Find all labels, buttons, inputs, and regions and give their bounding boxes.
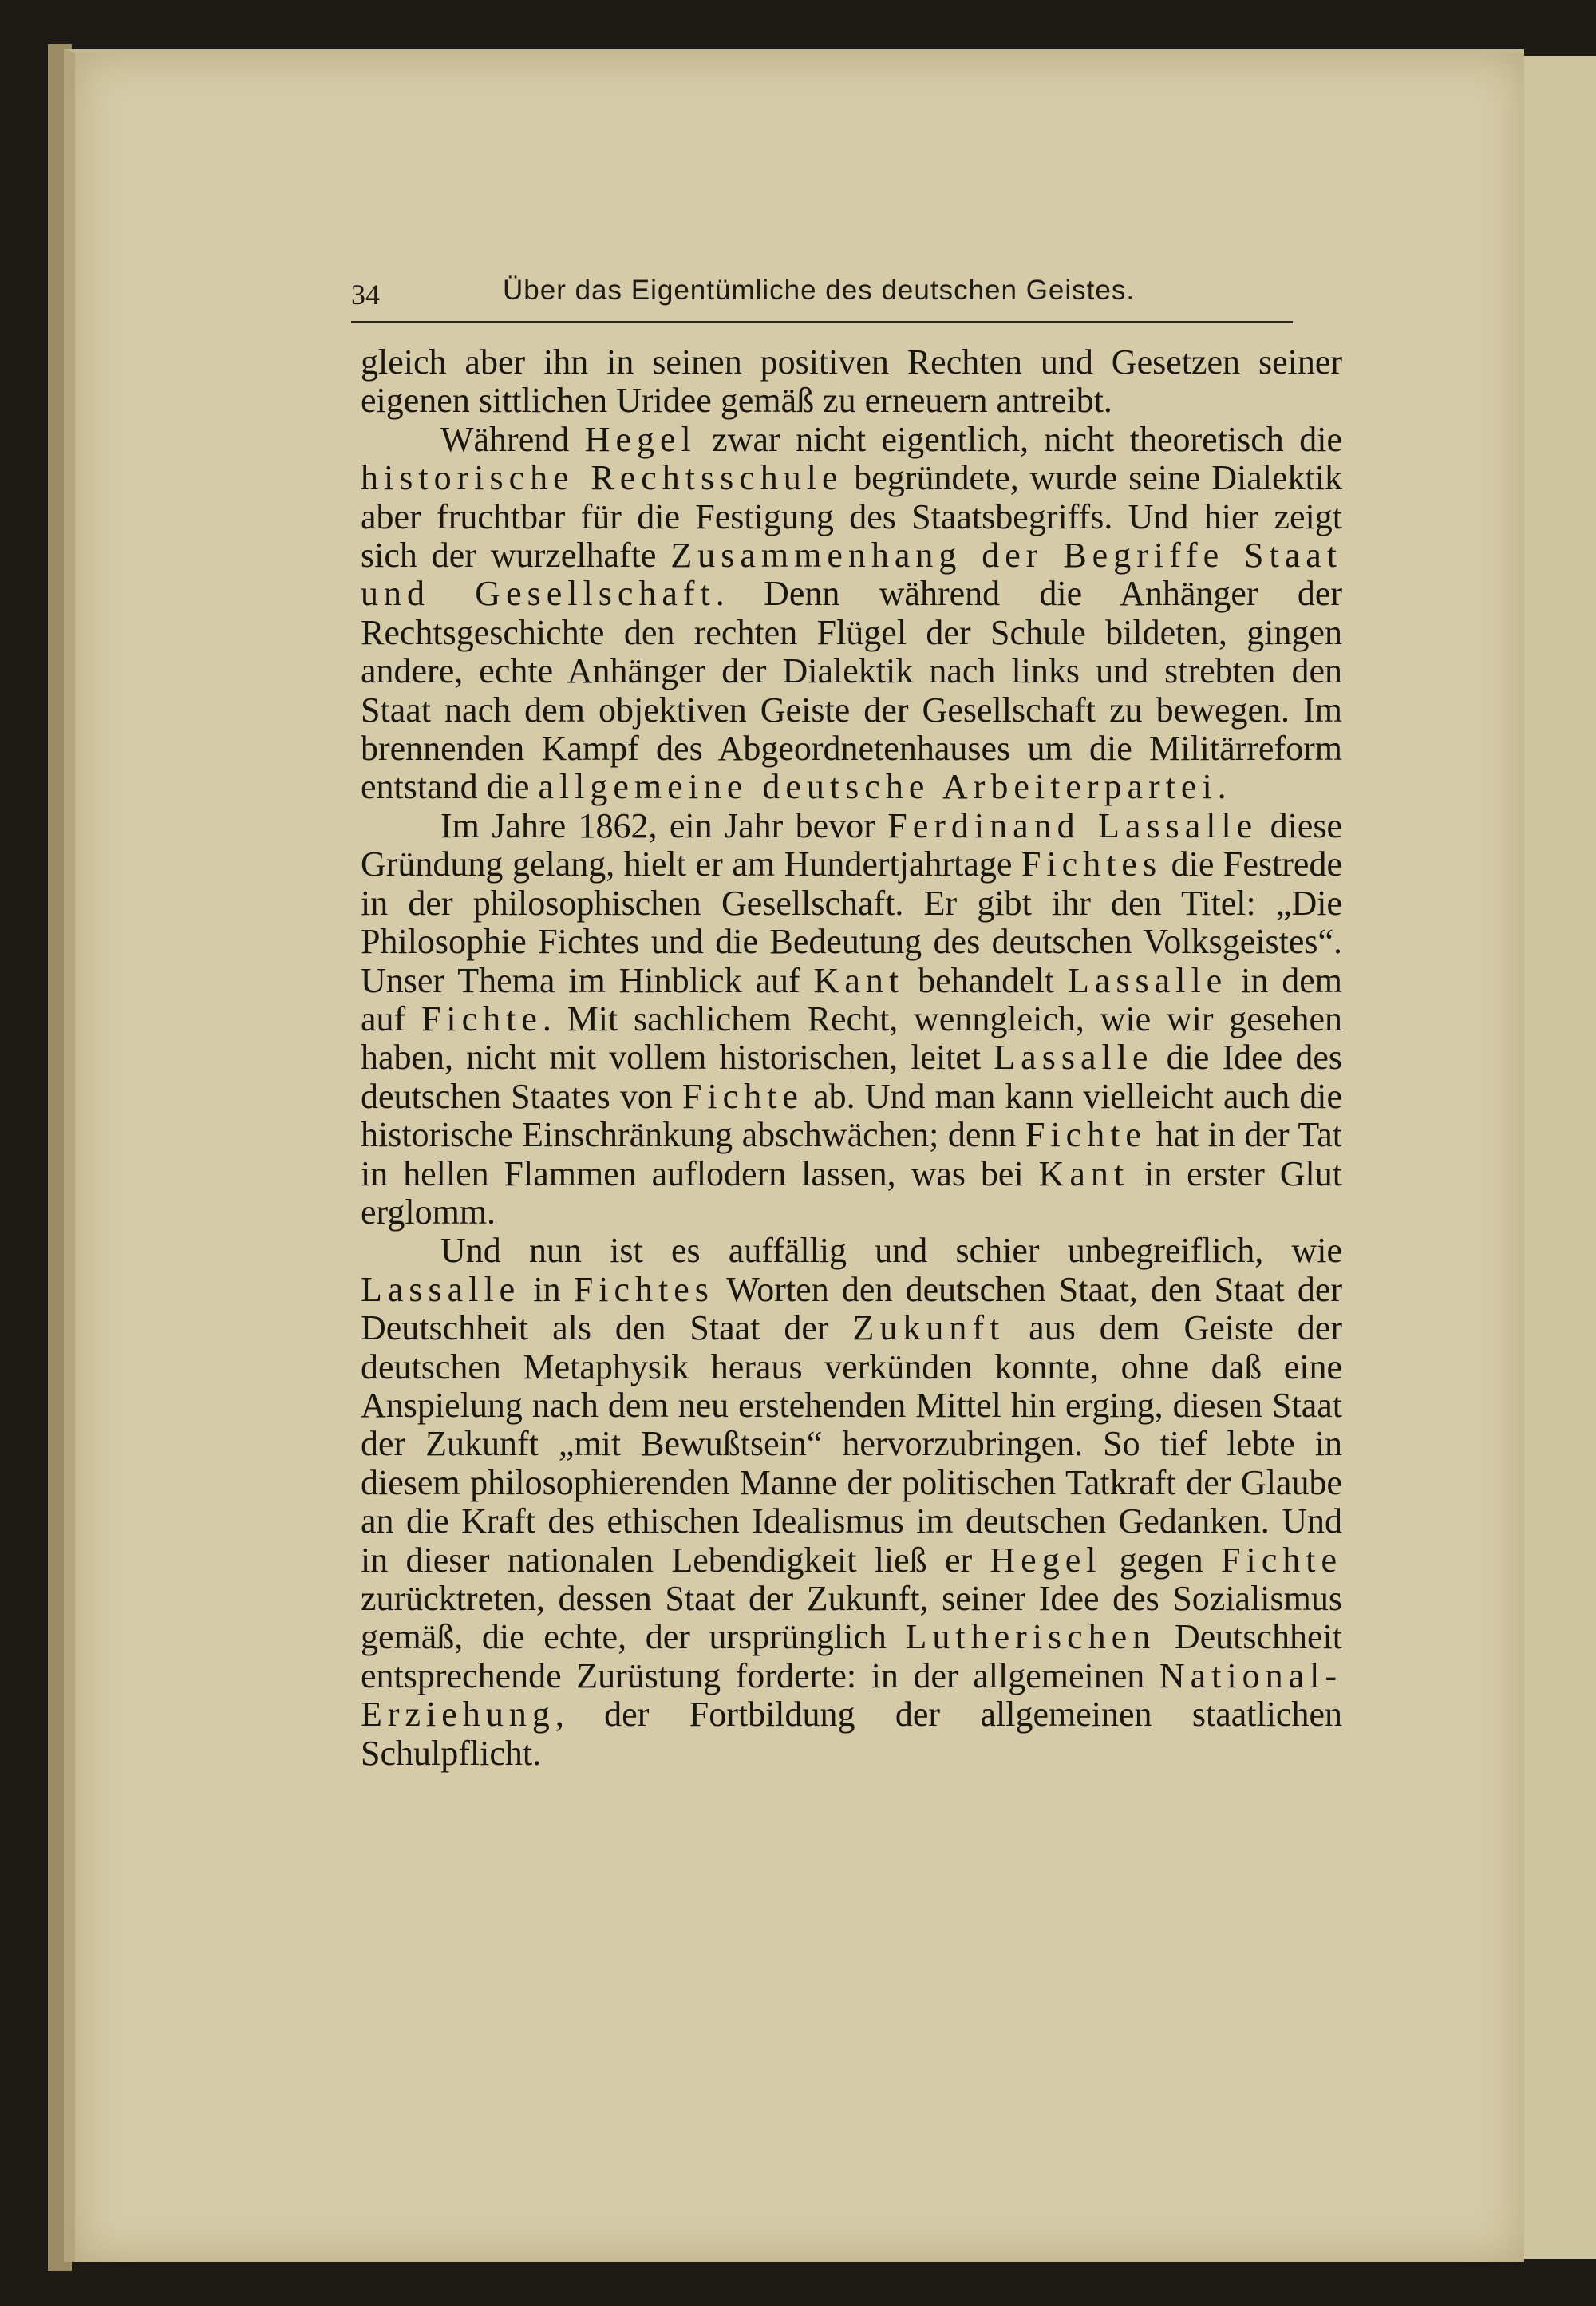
page-number: 34 xyxy=(351,279,380,310)
text-run: ab. Und man kann vielleicht auch die historische Einschränkung abschwächen; denn xyxy=(361,1076,1342,1155)
spaced-term: National-Erziehung xyxy=(361,1655,1342,1734)
spaced-term: Zusammenhang der Begriffe Staat und Gesellschaft xyxy=(361,536,1342,614)
page-header xyxy=(287,255,1325,319)
paragraph-4 xyxy=(361,1232,1342,1773)
text-run: begründete, wurde seine Dialektik aber fruchtbar für die Festigung des Staatsbegriffs. Und hier zeigt sich der wurzelhafte xyxy=(361,458,1343,576)
text-run: in dem auf xyxy=(361,960,1343,1038)
text-run: aus dem Geiste der deutschen Metaphysik heraus verkünden konnte, ohne daß eine Anspielung nach dem neu erstehenden Mittel hin erging, diesen Staat der Zukunft „mit Bewußtsein“ hervorzubringen. So tief lebte in diesem philosophierenden Manne der politischen Tatkraft der Glaube an die Kraft des ethischen Idealismus im deutschen Gedanken. Und in dieser nationalen Lebendigkeit ließ er xyxy=(361,1308,1342,1580)
spaced-term: Lutherischen xyxy=(905,1617,1156,1657)
text-run: Im Jahre 1862, ein Jahr bevor xyxy=(440,805,888,845)
text-run: Während xyxy=(440,419,585,459)
text-run: diese Gründung gelang, hielt er am Hundertjahrtage xyxy=(361,805,1342,884)
spaced-name: Fichtes xyxy=(573,1269,714,1309)
spaced-name: Kant xyxy=(813,960,905,1000)
text-run: die Idee des deutschen Staates von xyxy=(361,1038,1342,1116)
text-run: . xyxy=(1217,767,1227,807)
spaced-term: Zukunft xyxy=(852,1308,1005,1348)
paragraph-3 xyxy=(361,807,1342,1232)
text-run: , der Fortbildung der allgemeinen staatlichen Schulpflicht. xyxy=(361,1695,1342,1773)
text-run: . Denn während die Anhänger der Rechtsgeschichte den rechten Flügel der Schule bildeten, gingen andere, echte Anhänger der Dialektik nach links und strebten den Staat nach dem objektiven Geiste der Gesellschaft zu bewegen. Im brennenden Kampf des Abgeordnetenhauses um die Militärreform entstand die xyxy=(361,574,1342,807)
spaced-name: Fichte xyxy=(1221,1540,1343,1580)
text-run: Deutschheit entsprechende Zurüstung forderte: in der allgemeinen xyxy=(361,1617,1342,1695)
text-run: behandelt xyxy=(904,960,1069,1000)
spaced-name: Hegel xyxy=(584,419,697,459)
text-run: hat in der Tat in hellen Flammen auflodern lassen, was bei xyxy=(361,1115,1342,1193)
text-run: in erster Glut erglomm. xyxy=(361,1153,1342,1232)
spaced-name: Lassalle xyxy=(994,1038,1154,1078)
text-run: . Mit sachlichem Recht, wenngleich, wie wir gesehen haben, nicht mit vollem historischen, leitet xyxy=(361,999,1342,1078)
spaced-name: Fichte xyxy=(1025,1115,1147,1155)
paragraph-1 xyxy=(361,343,1342,421)
spaced-name: Fichtes xyxy=(1021,844,1163,884)
text-run: zwar nicht eigentlich, nicht theoretisch die xyxy=(696,419,1342,459)
spaced-name: Lassalle xyxy=(361,1269,521,1309)
spaced-name: Fichte xyxy=(421,999,543,1038)
paragraph-1-text: gleich aber ihn in seinen positiven Rechten und Gesetzen seiner eigenen sittlichen Uridee gemäß zu erneuern antreibt. xyxy=(361,342,1342,421)
spaced-name: Fichte xyxy=(681,1076,804,1116)
spaced-name: Ferdinand Lassalle xyxy=(887,805,1258,845)
spaced-term: historische Rechtsschule xyxy=(361,458,843,498)
spaced-name: Hegel xyxy=(990,1540,1102,1580)
spaced-name: Kant xyxy=(1038,1153,1130,1193)
spaced-term: allgemeine deutsche Arbeiterpartei xyxy=(538,767,1218,807)
text-run: Worten den deutschen Staat, den Staat der Deutschheit als den Staat der xyxy=(361,1269,1343,1348)
text-run: in xyxy=(520,1269,574,1309)
paragraph-2 xyxy=(361,421,1342,807)
header-rule xyxy=(351,321,1293,323)
text-run: die Festrede in der philosophischen Gesellschaft. Er gibt ihr den Titel: „Die Philosophie Fichtes und die Bedeutung des deutschen Volksgeistes“. Unser Thema im Hinblick auf xyxy=(361,844,1342,1000)
spaced-name: Lassalle xyxy=(1068,960,1228,1000)
text-run: Und nun ist es auffällig und schier unbegreiflich, wie xyxy=(440,1231,1342,1271)
text-run: zurücktreten, dessen Staat der Zukunft, seiner Idee des Sozialismus gemäß, die echte, der ursprünglich xyxy=(361,1579,1342,1657)
facing-page-edge xyxy=(1520,56,1596,2259)
running-head: Über das Eigentümliche des deutschen Geistes. xyxy=(503,275,1136,306)
page-body xyxy=(361,343,1342,1773)
text-run: gegen xyxy=(1101,1540,1222,1580)
